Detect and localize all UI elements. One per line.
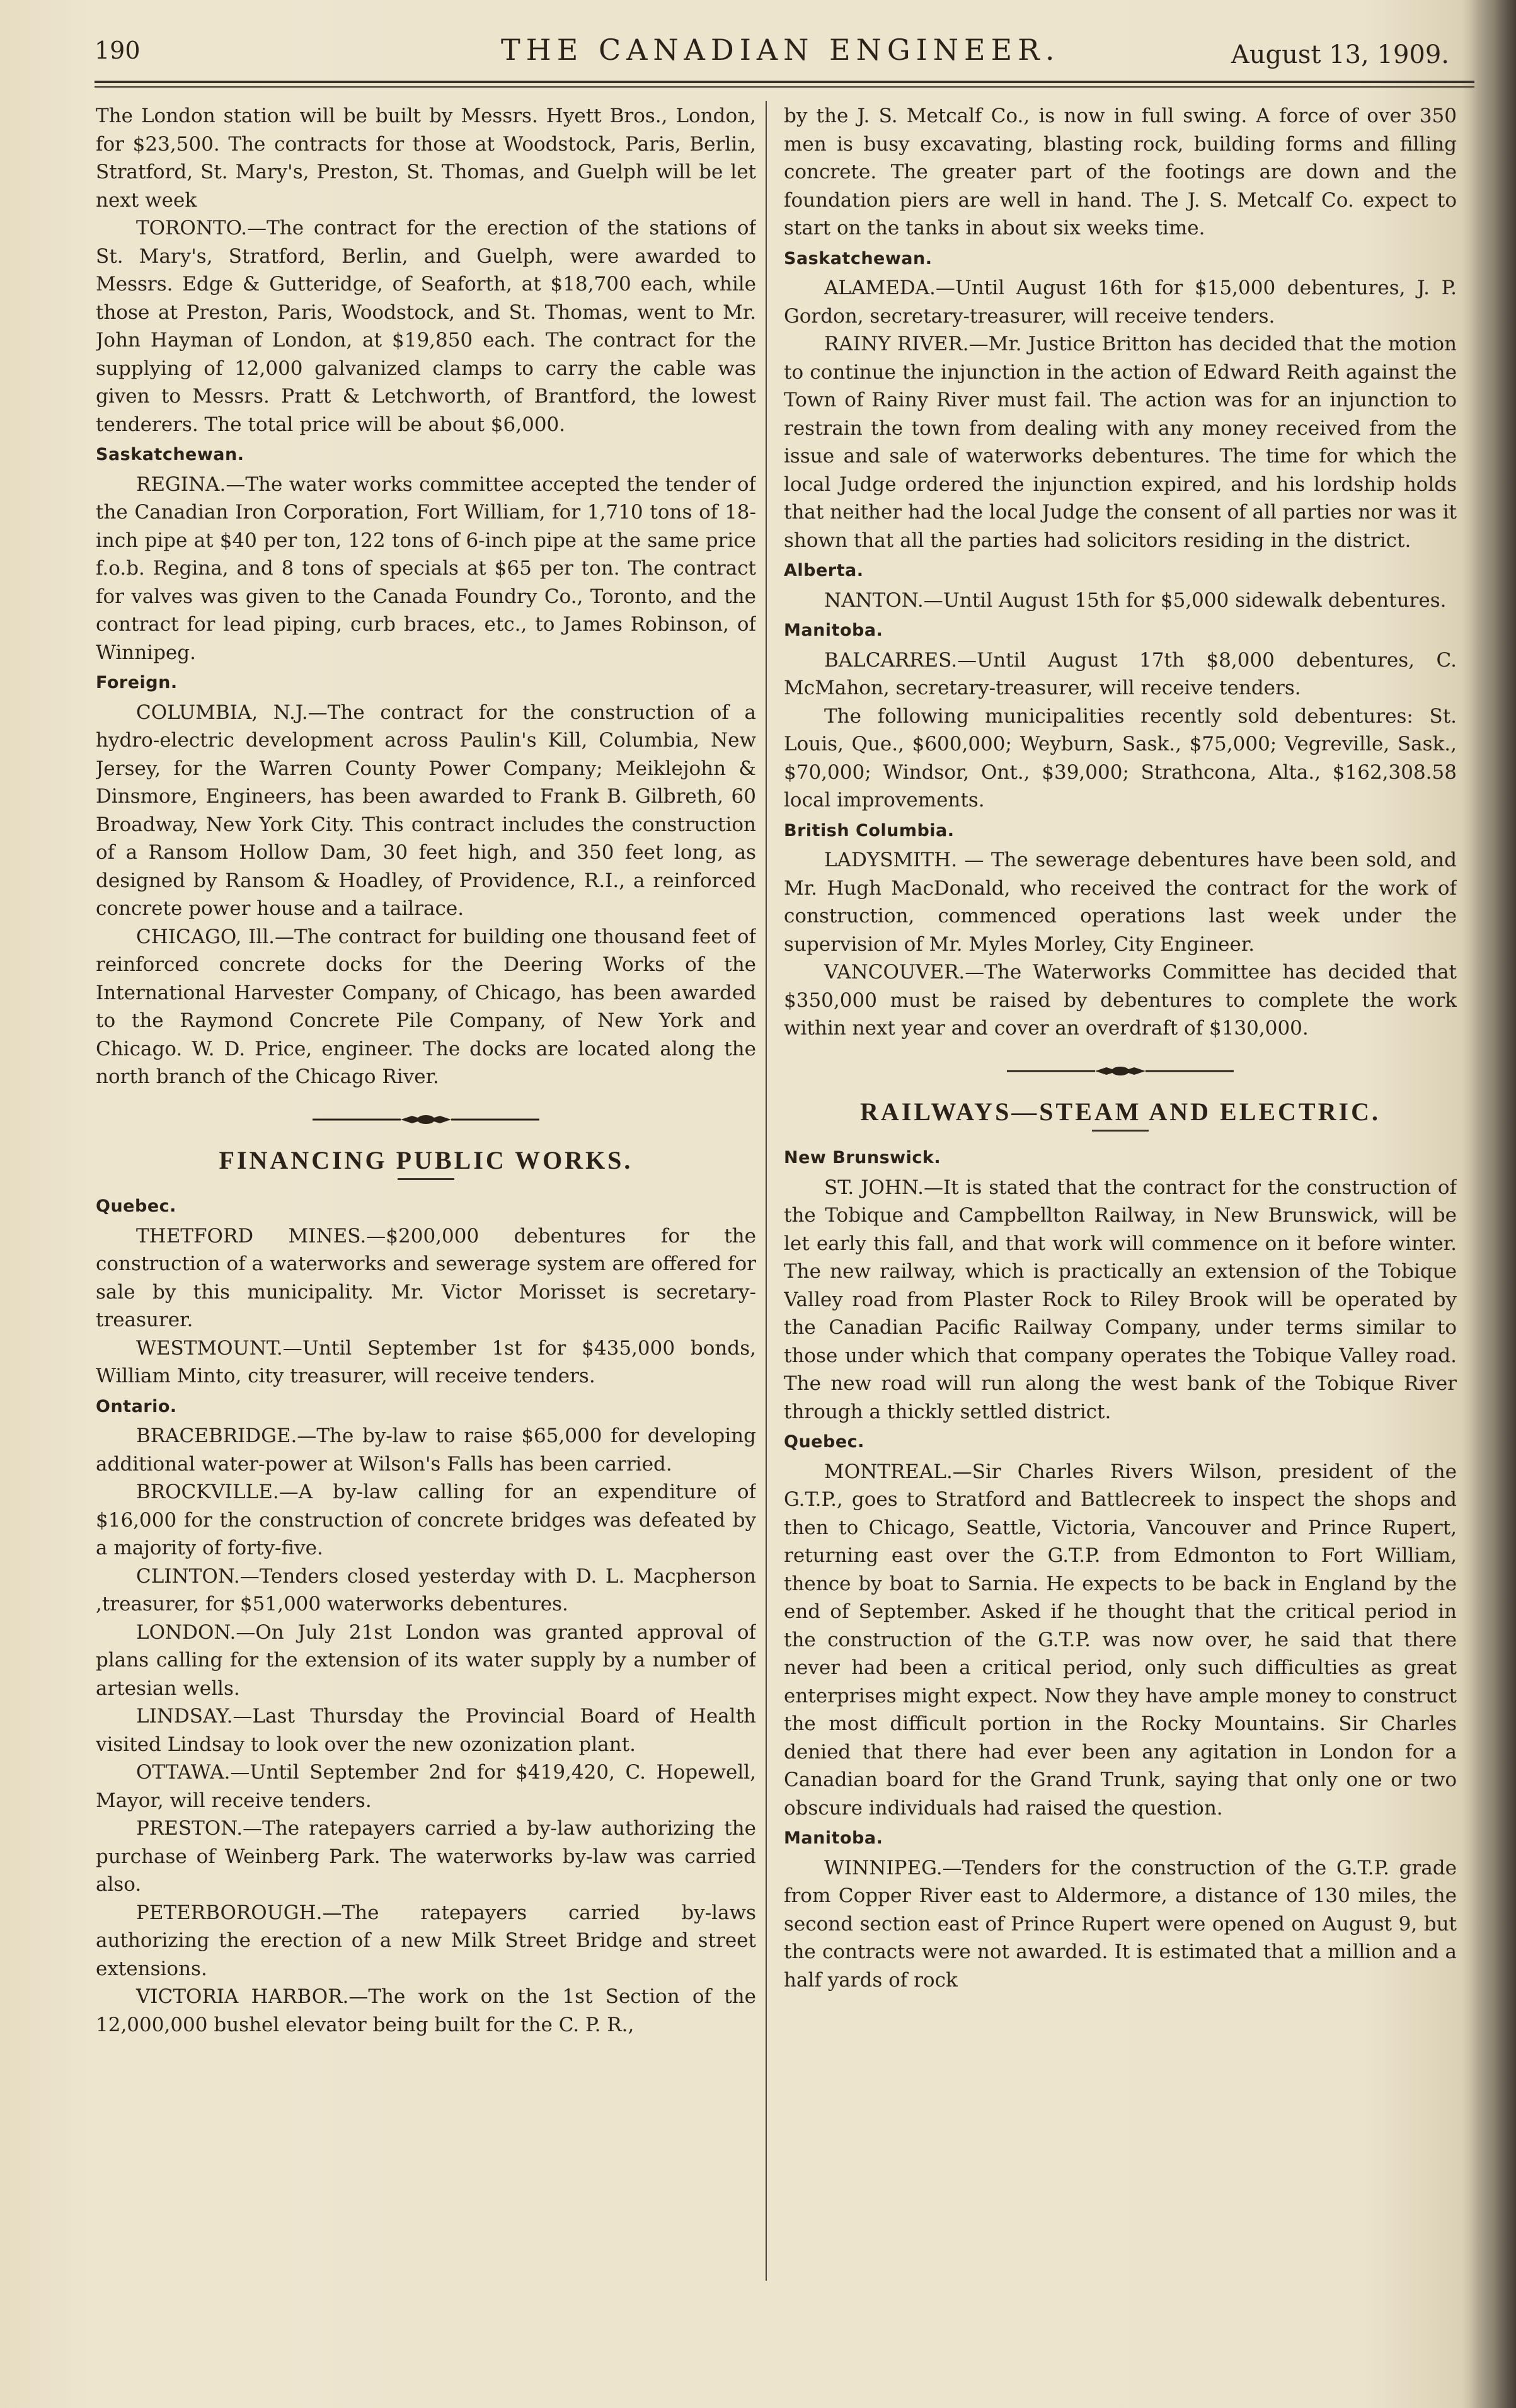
section-heading: RAILWAYS—STEAM AND ELECTRIC. bbox=[860, 1097, 1381, 1126]
heading-rule bbox=[1092, 1130, 1149, 1132]
article-paragraph: The London station will be built by Messrs. Hyett Bros., London, for $23,500. The contracts for those at Woodstock, Paris, Berlin, Stratford, St. Mary's, Preston, St. Thomas, and Guelph will be let next week bbox=[96, 105, 756, 212]
header-rule bbox=[95, 81, 1474, 83]
article-paragraph: PRESTON.—The ratepayers carried a by-law authorizing the purchase of Weinberg Park. The waterworks by-law was carried also. bbox=[96, 1817, 756, 1896]
province-subheading: Saskatchewan. bbox=[784, 248, 933, 268]
province-subheading: Saskatchewan. bbox=[96, 445, 244, 464]
province-subheading: Ontario. bbox=[96, 1396, 177, 1416]
article-paragraph: PETERBOROUGH.—The ratepayers carried by-laws authorizing the erection of a new Milk Street Bridge and street extensions. bbox=[96, 1901, 756, 1980]
column-divider bbox=[766, 101, 767, 2281]
article-paragraph: CLINTON.—Tenders closed yesterday with D. L. Macpherson ,treasurer, for $51,000 waterworks debentures. bbox=[96, 1564, 756, 1615]
article-paragraph: RAINY RIVER.—Mr. Justice Britton has decided that the motion to continue the injunction in the action of Edward Reith against the Town of Rainy River must fail. The action was for an injunction to restrain the town from dealing with any money received from the issue and sale of waterworks debentures. The time for which the local Judge ordered the injunction expired, and his lordship holds that neither had the local Judge the consent of all parties nor was it shown that all the parties had solicitors residing in the district. bbox=[784, 333, 1457, 552]
article-paragraph: VANCOUVER.—The Waterworks Committee has decided that $350,000 must be raised by debentures to complete the work within next year and cover an overdraft of $130,000. bbox=[784, 961, 1457, 1040]
page-header bbox=[95, 33, 1449, 71]
province-subheading: British Columbia. bbox=[784, 820, 955, 840]
masthead-title: THE CANADIAN ENGINEER. bbox=[501, 33, 1060, 67]
left-column bbox=[96, 102, 756, 2282]
header-rule-thin bbox=[95, 86, 1474, 88]
page-number: 190 bbox=[95, 37, 141, 64]
article-paragraph: ALAMEDA.—Until August 16th for $15,000 debentures, J. P. Gordon, secretary-treasurer, will receive tenders. bbox=[784, 277, 1457, 328]
article-paragraph: WINNIPEG.—Tenders for the construction of the G.T.P. grade from Copper River east to Aldermore, a distance of 130 miles, the second section east of Prince Rupert were opened on August 9, but the contracts were not awarded. It is estimated that a million and a half yards of rock bbox=[784, 1856, 1457, 1992]
heading-rule bbox=[398, 1178, 454, 1180]
province-subheading: Manitoba. bbox=[784, 1828, 883, 1848]
article-paragraph: OTTAWA.—Until September 2nd for $419,420, C. Hopewell, Mayor, will receive tenders. bbox=[96, 1761, 756, 1812]
article-paragraph: WESTMOUNT.—Until September 1st for $435,000 bonds, William Minto, city treasurer, will receive tenders. bbox=[96, 1336, 756, 1387]
section-heading: FINANCING PUBLIC WORKS. bbox=[219, 1145, 633, 1174]
section-ornament bbox=[96, 1104, 756, 1135]
province-subheading: Quebec. bbox=[96, 1196, 176, 1216]
article-paragraph: LINDSAY.—Last Thursday the Provincial Board of Health visited Lindsay to look over the new ozonization plant. bbox=[96, 1705, 756, 1756]
article-paragraph: ST. JOHN.—It is stated that the contract for the construction of the Tobique and Campbellton Railway, in New Brunswick, will be let early this fall, and that work will commence on it before winter. The new railway, which is practically an extension of the Tobique Valley road from Plaster Rock to Riley Brook will be operated by the Canadian Pacific Railway Company, under terms similar to those under which that company operates the Tobique Valley road. The new road will run along the west bank of the Tobique River through a thickly settled district. bbox=[784, 1176, 1457, 1423]
article-paragraph: TORONTO.—The contract for the erection of the stations of St. Mary's, Stratford, Berlin, and Guelph, were awarded to Messrs. Edge & Gutteridge, of Seaforth, at $18,700 each, while those at Preston, Paris, Woodstock, and St. Thomas, went to Mr. John Hayman of London, at $19,850 each. The contract for the supplying of 12,000 galvanized clamps to carry the cable was given to Messrs. Pratt & Letchworth, of Brantford, the lowest tenderers. The total price will be about $6,000. bbox=[96, 217, 756, 436]
article-paragraph: VICTORIA HARBOR.—The work on the 1st Section of the 12,000,000 bushel elevator being built for the C. P. R., bbox=[96, 1985, 756, 2036]
section-ornament bbox=[784, 1055, 1457, 1087]
province-subheading: Quebec. bbox=[784, 1432, 864, 1452]
article-paragraph: CHICAGO, Ill.—The contract for building one thousand feet of reinforced concrete docks for the Deering Works of the International Harvester Company, of Chicago, has been awarded to the Raymond Concrete Pile Company, of New York and Chicago. W. D. Price, engineer. The docks are located along the north branch of the Chicago River. bbox=[96, 925, 756, 1088]
article-paragraph: LONDON.—On July 21st London was granted approval of plans calling for the extension of its water supply by a number of artesian wells. bbox=[96, 1620, 756, 1700]
province-subheading: Alberta. bbox=[784, 561, 864, 580]
province-subheading: New Brunswick. bbox=[784, 1148, 941, 1167]
article-paragraph: BROCKVILLE.—A by-law calling for an expenditure of $16,000 for the construction of concrete bridges was defeated by a majority of forty-five. bbox=[96, 1481, 756, 1559]
article-paragraph: BRACEBRIDGE.—The by-law to raise $65,000 for developing additional water-power at Wilson's Falls has been carried. bbox=[96, 1425, 756, 1476]
issue-date: August 13, 1909. bbox=[1231, 40, 1449, 69]
article-paragraph: The following municipalities recently sold debentures: St. Louis, Que., $600,000; Weyburn, Sask., $75,000; Vegreville, Sask., $70,000; Windsor, Ont., $39,000; Strathcona, Alta., $162,308.58 local improvements. bbox=[784, 704, 1457, 811]
article-paragraph: MONTREAL.—Sir Charles Rivers Wilson, president of the G.T.P., goes to Stratford and Battlecreek to inspect the shops and then to Chicago, Seattle, Victoria, Vancouver and Prince Rupert, returning east over the G.T.P. from Edmonton to Fort William, thence by boat to Sarnia. He expects to be back in England by the end of September. Asked if he thought that the critical period in the construction of the G.T.P. was now over, he said that there never had been a critical period, only such difficulties as great enterprises might expect. Now they have ample money to construct the most difficult portion in the Rocky Mountains. Sir Charles denied that there had ever been any agitation in London for a Canadian board for the Grand Trunk, saying that only one or two obscure individuals had raised the question. bbox=[784, 1460, 1457, 1820]
article-paragraph: THETFORD MINES.—$200,000 debentures for the construction of a waterworks and sewerage system are offered for sale by this municipality. Mr. Victor Morisset is secretary-treasurer. bbox=[96, 1224, 756, 1331]
article-paragraph: by the J. S. Metcalf Co., is now in full swing. A force of over 350 men is busy excavating, blasting rock, building forms and filling concrete. The greater part of the footings are down and the foundation piers are well in hand. The J. S. Metcalf Co. expect to start on the tanks in about six weeks time. bbox=[784, 105, 1457, 239]
province-subheading: Manitoba. bbox=[784, 621, 883, 640]
province-subheading: Foreign. bbox=[96, 673, 178, 692]
page-binding-shadow bbox=[1462, 0, 1516, 2408]
article-paragraph: LADYSMITH. — The sewerage debentures have been sold, and Mr. Hugh MacDonald, who received the contract for the work of construction, commenced operations last week under the supervision of Mr. Myles Morley, City Engineer. bbox=[784, 849, 1457, 956]
article-paragraph: COLUMBIA, N.J.—The contract for the construction of a hydro-electric development across Paulin's Kill, Columbia, New Jersey, for the Warren County Power Company; Meiklejohn & Dinsmore, Engineers, has been awarded to Frank B. Gilbreth, 60 Broadway, New York City. This contract includes the construction of a Ransom Hollow Dam, 30 feet high, and 350 feet long, as designed by Ransom & Hoadley, of Providence, R.I., a reinforced concrete power house and a tailrace. bbox=[96, 701, 756, 920]
right-column bbox=[784, 102, 1457, 2282]
article-paragraph: NANTON.—Until August 15th for $5,000 sidewalk debentures. bbox=[824, 588, 1447, 612]
article-paragraph: BALCARRES.—Until August 17th $8,000 debentures, C. McMahon, secretary-treasurer, will receive tenders. bbox=[784, 648, 1457, 699]
article-paragraph: REGINA.—The water works committee accepted the tender of the Canadian Iron Corporation, Fort William, for 1,710 tons of 18-inch pipe at $40 per ton, 122 tons of 6-inch pipe at the same price f.o.b. Regina, and 8 tons of specials at $65 per ton. The contract for valves was given to the Canada Foundry Co., Toronto, and the contract for lead piping, curb braces, etc., to James Robinson, of Winnipeg. bbox=[96, 473, 756, 664]
